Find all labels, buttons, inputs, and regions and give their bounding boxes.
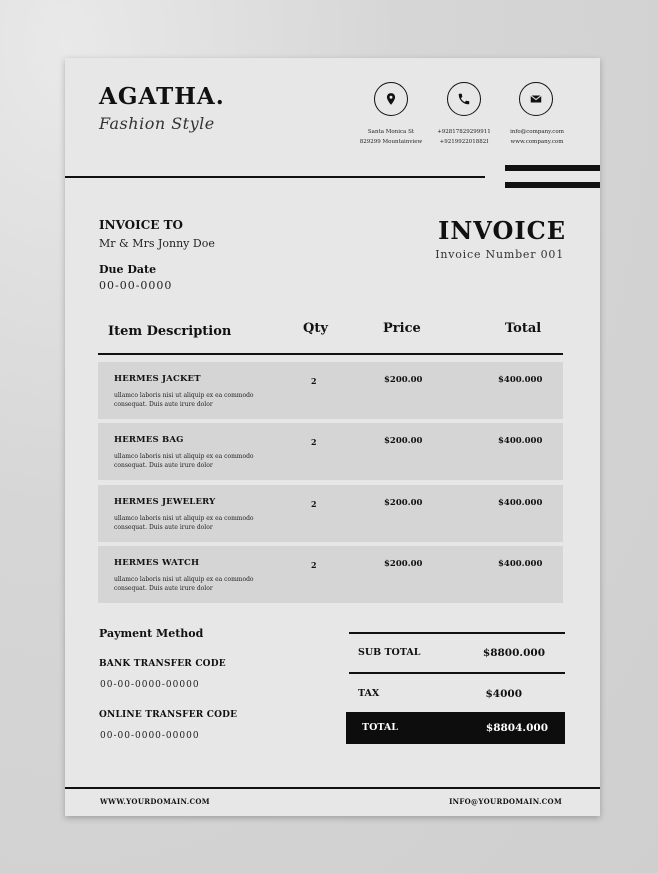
contact-phone-line1: +92817829299911 [437, 129, 491, 135]
contact-email-line2: www.company.com [510, 139, 564, 145]
header-total: Total [505, 321, 542, 336]
header-item-description: Item Description [108, 324, 232, 339]
header-divider [65, 176, 485, 178]
grand-total-bar [346, 712, 565, 744]
envelope-icon [519, 82, 553, 116]
invoice-title: INVOICE [438, 216, 566, 245]
subtotal-value: $8800.000 [482, 647, 545, 659]
header-qty: Qty [303, 321, 328, 336]
summary-top-rule [349, 632, 565, 634]
contact-email-line1: info@company.com [510, 129, 564, 135]
invoice-to-label: INVOICE TO [99, 218, 184, 232]
contact-address-line1: Santa Monica St [367, 129, 415, 135]
grand-total-value: $8804.000 [485, 722, 548, 734]
subtotal-label: SUB TOTAL [358, 647, 421, 658]
item-description: ullamco laboris nisi ut aliquip ex ea commodo consequat. Duis aute irure dolor [114, 576, 254, 592]
online-transfer-code: 00-00-0000-00000 [100, 731, 200, 741]
bank-transfer-code: 00-00-0000-00000 [100, 680, 200, 690]
tax-label: TAX [358, 688, 380, 699]
due-date-value: 00-00-0000 [99, 279, 173, 292]
brand-name: AGATHA. [99, 83, 225, 110]
summary-middle-rule [349, 672, 565, 674]
table-header-rule [98, 353, 563, 355]
header-bar-top [505, 165, 600, 171]
footer-rule [65, 787, 600, 789]
item-description: ullamco laboris nisi ut aliquip ex ea commodo consequat. Duis aute irure dolor [114, 515, 254, 531]
online-transfer-label: ONLINE TRANSFER CODE [99, 710, 238, 720]
item-total: $400.000 [498, 559, 543, 569]
item-description: ullamco laboris nisi ut aliquip ex ea commodo consequat. Duis aute irure dolor [114, 453, 254, 469]
item-qty: 2 [311, 560, 317, 570]
item-name: HERMES JEWELERY [114, 497, 216, 507]
table-row [98, 362, 563, 419]
item-name: HERMES WATCH [114, 558, 200, 568]
item-total: $400.000 [498, 436, 543, 446]
item-qty: 2 [311, 376, 317, 386]
invoice-page [65, 58, 600, 816]
item-qty: 2 [311, 437, 317, 447]
item-price: $200.00 [384, 498, 423, 508]
item-price: $200.00 [384, 436, 423, 446]
payment-method-title: Payment Method [99, 627, 204, 640]
table-row [98, 546, 563, 603]
item-name: HERMES BAG [114, 435, 184, 445]
tax-value: $4000 [485, 688, 522, 700]
contact-email [492, 127, 582, 147]
due-date-label: Due Date [99, 263, 157, 276]
item-description: ullamco laboris nisi ut aliquip ex ea commodo consequat. Duis aute irure dolor [114, 392, 254, 408]
item-qty: 2 [311, 499, 317, 509]
item-total: $400.000 [498, 498, 543, 508]
bank-transfer-label: BANK TRANSFER CODE [99, 659, 226, 669]
item-name: HERMES JACKET [114, 374, 201, 384]
table-row [98, 423, 563, 480]
header-bar-bottom [505, 182, 600, 188]
table-row [98, 485, 563, 542]
footer-email: INFO@YOURDOMAIN.COM [449, 797, 562, 806]
contact-address-line2: 829299 Mountainview [359, 139, 423, 145]
invoice-to-name: Mr & Mrs Jonny Doe [99, 237, 215, 250]
location-pin-icon [374, 82, 408, 116]
brand-tagline: Fashion Style [99, 114, 215, 133]
item-total: $400.000 [498, 375, 543, 385]
header-price: Price [383, 321, 421, 336]
grand-total-label: TOTAL [362, 722, 398, 733]
footer-website: WWW.YOURDOMAIN.COM [100, 797, 210, 806]
item-price: $200.00 [384, 559, 423, 569]
item-price: $200.00 [384, 375, 423, 385]
phone-icon [447, 82, 481, 116]
contact-phone-line2: +921992201882I [439, 139, 489, 145]
invoice-number: Invoice Number 001 [435, 248, 564, 261]
